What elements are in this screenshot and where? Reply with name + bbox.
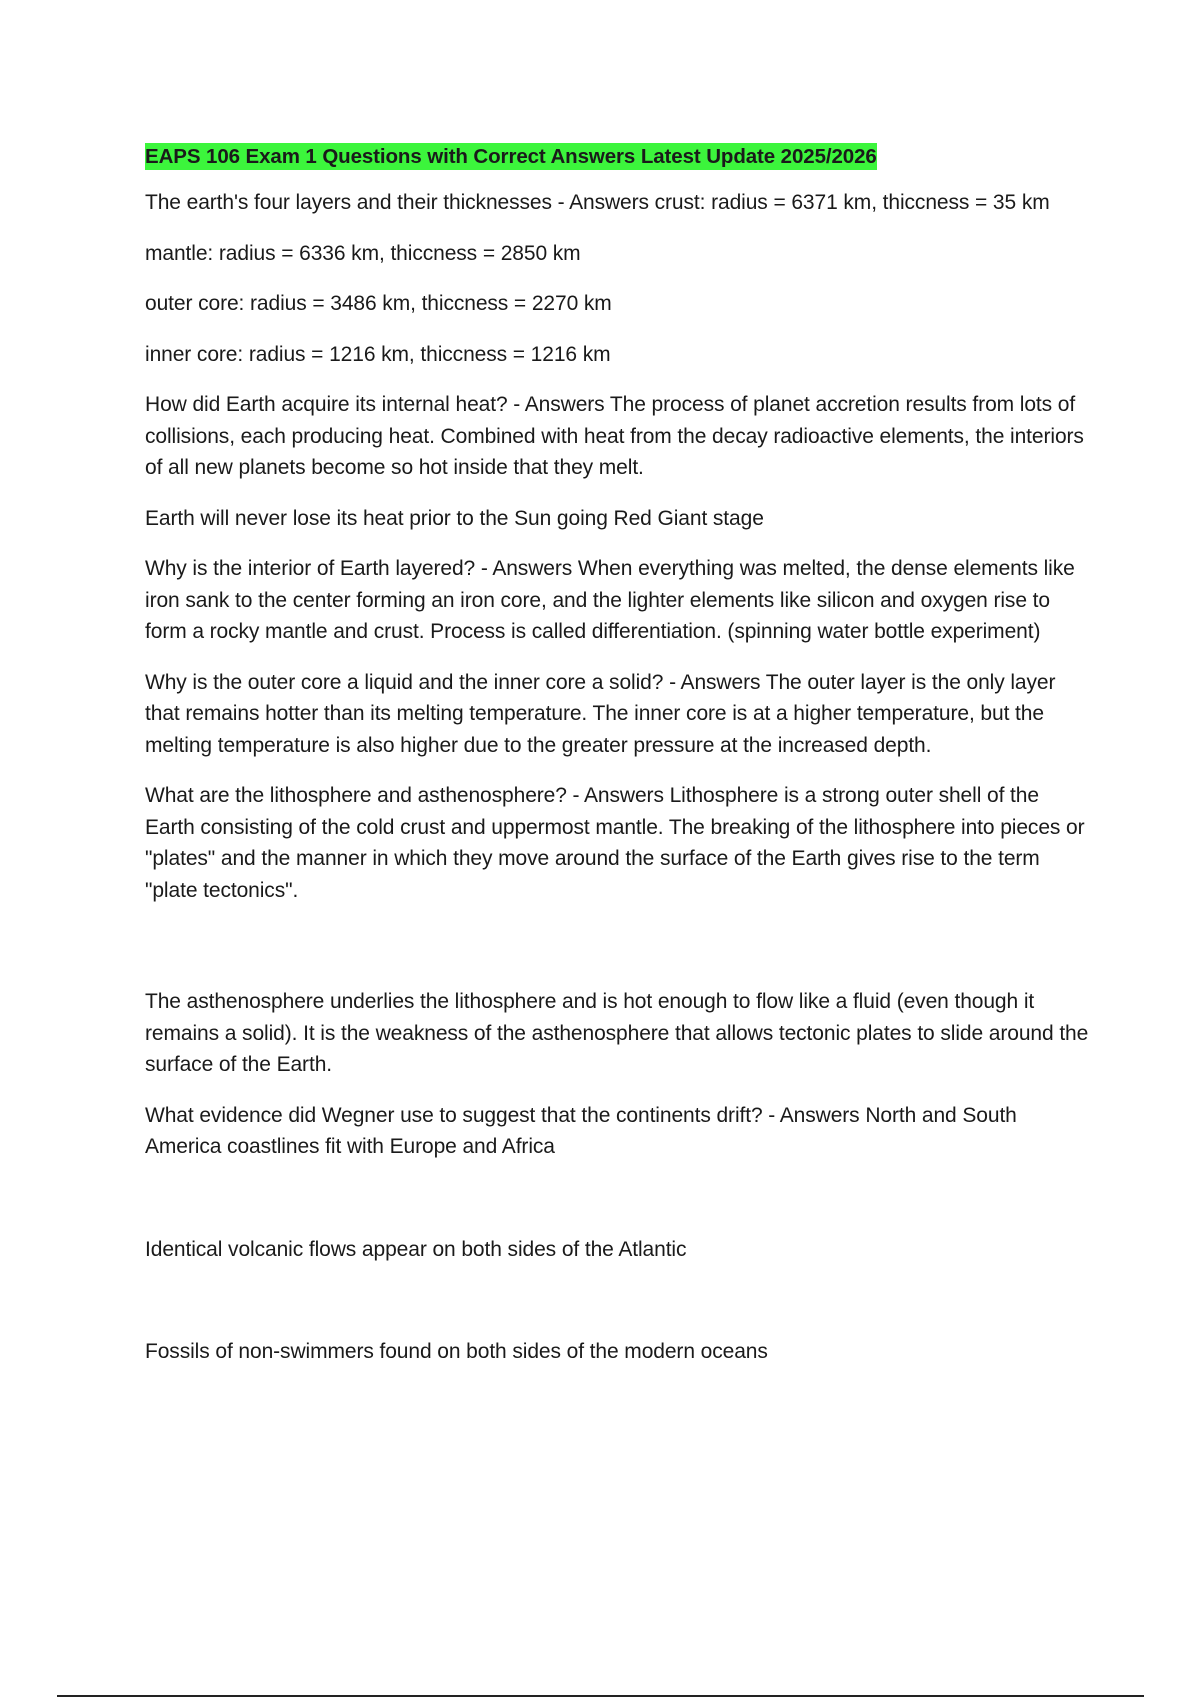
paragraph-earth-layers: The earth's four layers and their thicknesses - Answers crust: radius = 6371 km, thiccness = 35 km xyxy=(145,191,1050,214)
paragraph-internal-heat: How did Earth acquire its internal heat? - Answers The process of planet accretion results from lots of collisions, each producing heat. Combined with heat from the decay radioactive elements, the interiors of all new planets become so hot inside that they melt. xyxy=(145,393,1084,479)
paragraph-outer-core: outer core: radius = 3486 km, thiccness = 2270 km xyxy=(145,292,612,315)
footer-rule xyxy=(57,1695,1144,1697)
document-body xyxy=(145,141,1090,1387)
paragraph-inner-core: inner core: radius = 1216 km, thiccness = 1216 km xyxy=(145,342,611,366)
paragraph-core-states: Why is the outer core a liquid and the inner core a solid? - Answers The outer layer is the only layer that remains hotter than its melting temperature. The inner core is at a higher temperature, but the melting temperature is also higher due to the greater pressure at the increased depth. xyxy=(145,670,1056,757)
paragraph-fossils: Fossils of non-swimmers found on both sides of the modern oceans xyxy=(145,1340,768,1363)
paragraph-wegner-evidence: What evidence did Wegner use to suggest that the continents drift? - Answers North and South America coastlines fit with Europe and Africa xyxy=(145,1103,1017,1158)
paragraph-volcanic-flows: Identical volcanic flows appear on both sides of the Atlantic xyxy=(145,1237,687,1261)
paragraph-mantle: mantle: radius = 6336 km, thiccness = 2850 km xyxy=(145,241,581,265)
paragraph-interior-layered: Why is the interior of Earth layered? - Answers When everything was melted, the dense elements like iron sank to the center forming an iron core, and the lighter elements like silicon and oxygen rise to form a rocky mantle and crust. Process is called differentiation. (spinning water bottle experiment) xyxy=(145,557,1075,643)
document-title: EAPS 106 Exam 1 Questions with Correct Answers Latest Update 2025/2026 xyxy=(145,145,877,168)
paragraph-lithosphere: What are the lithosphere and asthenosphere? - Answers Lithosphere is a strong outer shell of the Earth consisting of the cold crust and uppermost mantle. The breaking of the lithosphere into pieces or "plates" and the manner in which they move around the surface of the Earth gives rise to the term "plate tectonics". xyxy=(145,784,1085,902)
paragraph-asthenosphere: The asthenosphere underlies the lithosphere and is hot enough to flow like a fluid (even though it remains a solid). It is the weakness of the asthenosphere that allows tectonic plates to slide around the surface of the Earth. xyxy=(145,990,1089,1076)
title-row xyxy=(145,141,1090,175)
paragraph-heat-retention: Earth will never lose its heat prior to the Sun going Red Giant stage xyxy=(145,506,764,530)
